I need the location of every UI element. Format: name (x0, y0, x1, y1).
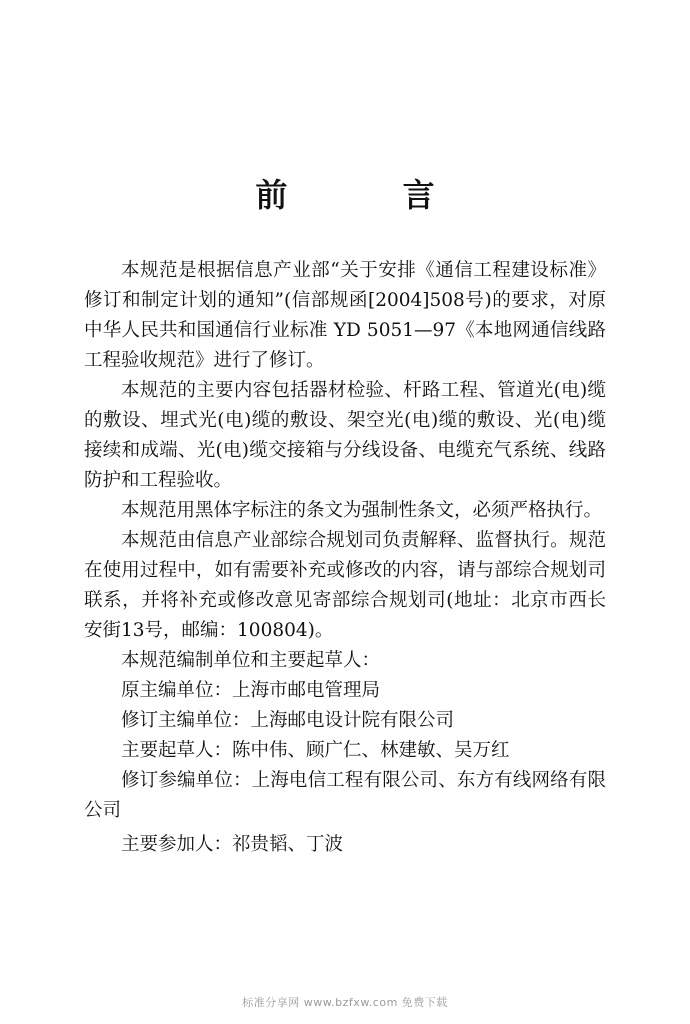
main-participants: 主要参加人：祁贵韬、丁波 (121, 834, 344, 855)
paragraph-interpretation: 本规范由信息产业部综合规划司负责解释、监督执行。规范在使用过程中，如有需要补充或修改的内容，请与部综合规划司联系，并将补充或修改意见寄部综合规划司(地址：北京市西长安街13号，邮编：100804)。 (84, 530, 606, 641)
drafters-list (84, 676, 606, 860)
paragraph-revision-basis: 本规范是根据信息产业部“关于安排《通信工程建设标准》修订和制定计划的通知”(信部规函[2004]508号)的要求，对原中华人民共和国通信行业标准 YD 5051—97《本地网通信线路工程验收规范》进行了修订。 (84, 260, 606, 371)
revision-participating-units: 修订参编单位：上海电信工程有限公司、东方有线网络有限公司 (84, 770, 606, 821)
original-chief-editor: 原主编单位：上海市邮电管理局 (121, 680, 381, 701)
page-title: 前 言 (255, 176, 487, 214)
main-drafters: 主要起草人：陈中伟、顾广仁、林建敏、吴万红 (121, 740, 510, 761)
paragraph-main-contents: 本规范的主要内容包括器材检验、杆路工程、管道光(电)缆的敷设、埋式光(电)缆的敷设、架空光(电)缆的敷设、光(电)缆接续和成端、光(电)缆交接箱与分线设备、电缆充气系统、线路防护和工程验收。 (84, 380, 606, 491)
paragraph-mandatory-clauses: 本规范用黑体字标注的条文为强制性条文，必须严格执行。 (121, 500, 603, 521)
preface-body (84, 256, 606, 860)
revision-chief-editor: 修订主编单位：上海邮电设计院有限公司 (121, 710, 455, 731)
footer-watermark: 标准分享网 www.bzfxw.com 免费下载 (242, 996, 448, 1009)
drafters-intro: 本规范编制单位和主要起草人： (121, 650, 381, 671)
